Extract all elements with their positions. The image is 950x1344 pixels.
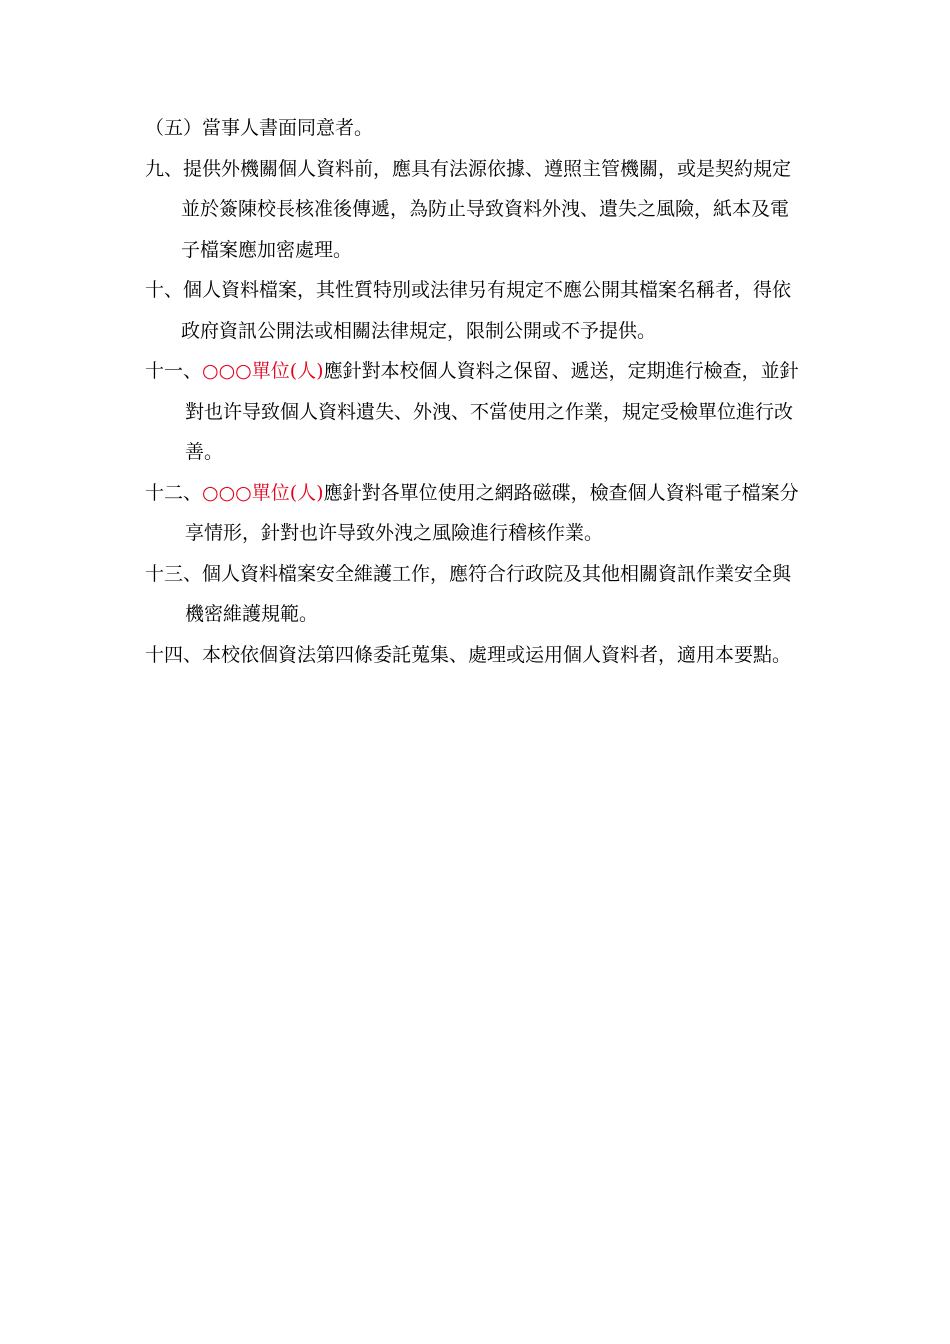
item-marker: 十二、 — [145, 481, 203, 504]
list-item-11 — [145, 351, 807, 473]
document-body — [145, 108, 807, 675]
list-item-13 — [145, 554, 807, 635]
item-marker: （五） — [145, 117, 203, 139]
item-text: 提供外機關個人資料前，應具有法源依據、遵照主管機關，或是契約規定並於簽陳校長核准後傳遞，為防止导致資料外洩、遺失之風險，紙本及電子檔案應加密處理。 — [181, 157, 792, 261]
item-marker: 十一、 — [145, 360, 203, 382]
item-marker: 十、 — [145, 279, 184, 301]
item-text: 本校依個資法第四條委託蒐集、處理或运用個人資料者，適用本要點。 — [202, 643, 792, 666]
list-item-9 — [145, 149, 807, 271]
list-item-10 — [145, 270, 807, 351]
responsible-unit-placeholder: ○○○單位(人) — [202, 360, 324, 382]
item-marker: 九、 — [145, 157, 184, 180]
list-item-5 — [145, 108, 807, 149]
item-text: 個人資料檔案，其性質特別或法律另有規定不應公開其檔案名稱者，得依政府資訊公開法或相關法律規定，限制公開或不予提供。 — [181, 279, 792, 342]
item-text: 應針對本校個人資料之保留、遞送，定期進行檢查，並針對也许导致個人資料遺失、外洩、不當使用之作業，規定受檢單位進行改善。 — [185, 360, 799, 463]
responsible-unit-placeholder: ○○○單位(人) — [202, 481, 324, 504]
list-item-14 — [145, 635, 807, 676]
list-item-12 — [145, 473, 807, 554]
item-text: 個人資料檔案安全維護工作，應符合行政院及其他相關資訊作業安全與機密維護規範。 — [185, 562, 792, 625]
item-text: 應針對各單位使用之網路磁碟，檢查個人資料電子檔案分享情形，針對也许导致外洩之風險進行稽核作業。 — [185, 481, 799, 544]
item-text: 當事人書面同意者。 — [202, 117, 374, 139]
item-marker: 十四、 — [145, 643, 203, 666]
item-marker: 十三、 — [145, 562, 203, 585]
